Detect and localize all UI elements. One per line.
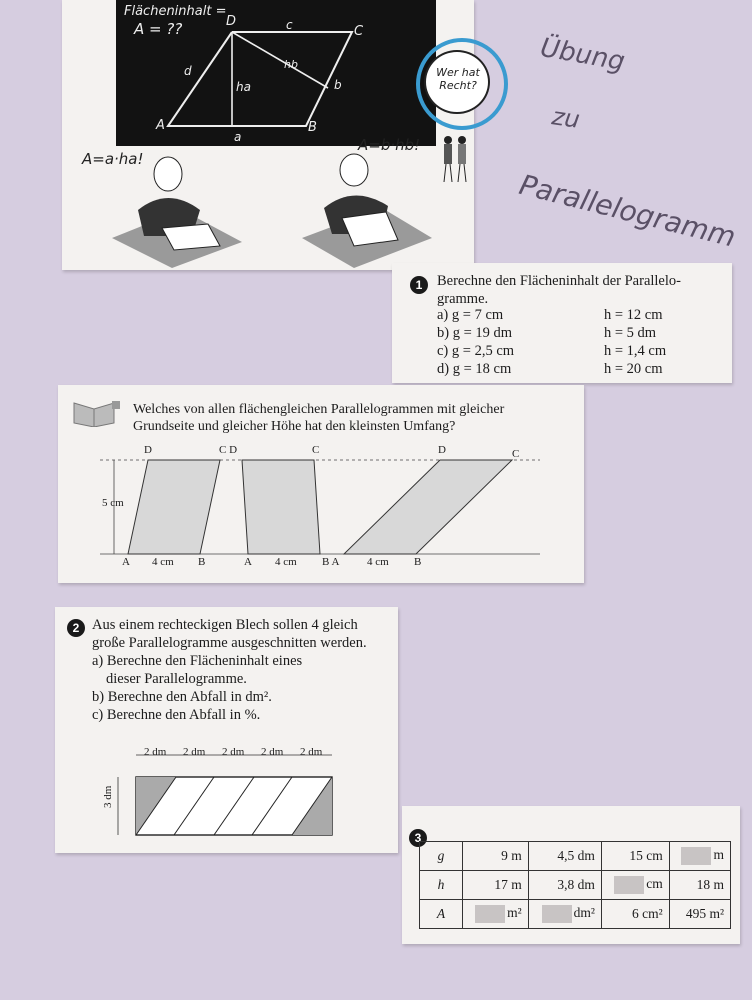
table-cell: 6 cm² (601, 900, 669, 929)
students-illustration (92, 150, 472, 268)
blank-box (542, 905, 572, 923)
exercise-2-line-2: große Parallelogramme ausgeschnitten werden. (92, 635, 367, 651)
perimeter-question-2: Grundseite und gleicher Höhe hat den kleinsten Umfang? (133, 419, 456, 434)
top-label-3: C (312, 444, 320, 456)
vertex-d: D (226, 14, 237, 29)
speech-right: A=b·hb! (358, 136, 421, 154)
metal-sheet-figure (104, 745, 344, 841)
exercise-2-line-6: c) Berechne den Abfall in %. (92, 707, 261, 723)
table-unit: m (713, 847, 724, 863)
exercise-2-line-5: b) Berechne den Abfall in dm². (92, 689, 272, 705)
exercise-1-row-b: b) g = 19 dm (437, 325, 513, 341)
exercise-1-row-d-h: h = 20 cm (604, 361, 663, 377)
label-c: c (286, 18, 293, 32)
table-cell-blank (601, 871, 669, 900)
blackboard (116, 0, 436, 146)
bottom-label-7: 4 cm (367, 556, 389, 568)
table-unit: dm² (573, 905, 595, 921)
exercise-1-row-a: a) g = 7 cm (437, 307, 504, 323)
title-line-2: zu (550, 102, 582, 134)
table-cell: 495 m² (669, 900, 730, 929)
exercise-1-row-a-h: h = 12 cm (604, 307, 663, 323)
parallelogram-comparison-figure (100, 440, 570, 570)
bottom-label-5: 4 cm (275, 556, 297, 568)
bottom-label-2: 4 cm (152, 556, 174, 568)
table-head-g: g (420, 842, 463, 871)
exercise-1-row-d: d) g = 18 cm (437, 361, 512, 377)
table-cell: 3,8 dm (528, 871, 601, 900)
table-head-a: A (420, 900, 463, 929)
exercise-2-line-1: Aus einem rechteckigen Blech sollen 4 gleich (92, 617, 358, 633)
title-line-3: Parallelogramm (516, 168, 739, 254)
table-unit: m² (507, 905, 522, 921)
exercise-1-row-c: c) g = 2,5 cm (437, 343, 515, 359)
blank-box (614, 876, 644, 894)
table-head-h: h (420, 871, 463, 900)
label-hb: hb (284, 58, 298, 71)
label-b: b (334, 78, 342, 92)
cartoon-card (62, 0, 480, 270)
table-row (420, 842, 731, 871)
exercise-2-line-4: dieser Parallelogramme. (106, 671, 247, 687)
exercise-1-row-b-h: h = 5 dm (604, 325, 657, 341)
dim-label-1: 2 dm (144, 746, 167, 758)
label-ha: ha (236, 80, 251, 94)
exercise-1-row-c-h: h = 1,4 cm (604, 343, 667, 359)
table-cell: 15 cm (601, 842, 669, 871)
exercise-1-text-1: Berechne den Flächeninhalt der Parallelo- (437, 273, 681, 289)
bottom-label-1: A (122, 556, 130, 568)
dim-label-5: 2 dm (300, 746, 323, 758)
book-pencil-icon (70, 395, 122, 427)
exercise-1-number: 1 (410, 276, 428, 294)
dim-label-2: 2 dm (183, 746, 206, 758)
top-label-5: C (512, 448, 520, 460)
blank-box (681, 847, 711, 865)
blue-marker-circle (416, 38, 508, 130)
bottom-label-8: B (414, 556, 422, 568)
vertex-b: B (308, 120, 317, 135)
table-cell-blank (463, 900, 529, 929)
bottom-label-4: A (244, 556, 252, 568)
top-label-1: D (144, 444, 152, 456)
bubble-text: Wer hat Recht? (436, 66, 480, 92)
table-cell: 4,5 dm (528, 842, 601, 871)
bottom-label-6: B A (322, 556, 340, 568)
title-line-1: Übung (538, 32, 627, 78)
top-label-4: D (438, 444, 446, 456)
table-cell: 18 m (669, 871, 730, 900)
height-label: 5 cm (102, 497, 124, 509)
exercise-3-number: 3 (409, 829, 427, 847)
exercise-2-line-3: a) Berechne den Flächeninhalt eines (92, 653, 303, 669)
dim-label-3: 2 dm (222, 746, 245, 758)
exercise-3-table (419, 841, 731, 929)
table-row (420, 900, 731, 929)
label-d: d (184, 64, 192, 78)
table-row (420, 871, 731, 900)
exercise-2-number: 2 (67, 619, 85, 637)
board-formula: A = ?? (134, 20, 183, 38)
table-cell: 17 m (463, 871, 529, 900)
perimeter-question-1: Welches von allen flächengleichen Parallelogrammen mit gleicher (133, 402, 505, 417)
vertex-c: C (354, 24, 364, 39)
table-cell: 9 m (463, 842, 529, 871)
exercise-1-text-2: gramme. (437, 291, 489, 307)
table-unit: cm (646, 876, 663, 892)
table-cell-blank (528, 900, 601, 929)
speech-left: A=a·ha! (82, 150, 144, 168)
blank-box (475, 905, 505, 923)
side-label: 3 dm (102, 785, 114, 808)
table-cell-blank (669, 842, 730, 871)
top-label-2: C D (219, 444, 238, 456)
bottom-label-3: B (198, 556, 206, 568)
board-heading: Flächeninhalt = (124, 4, 227, 19)
dim-label-4: 2 dm (261, 746, 284, 758)
label-a: a (234, 130, 242, 144)
vertex-a: A (156, 118, 165, 133)
small-figures-icon (438, 134, 474, 186)
